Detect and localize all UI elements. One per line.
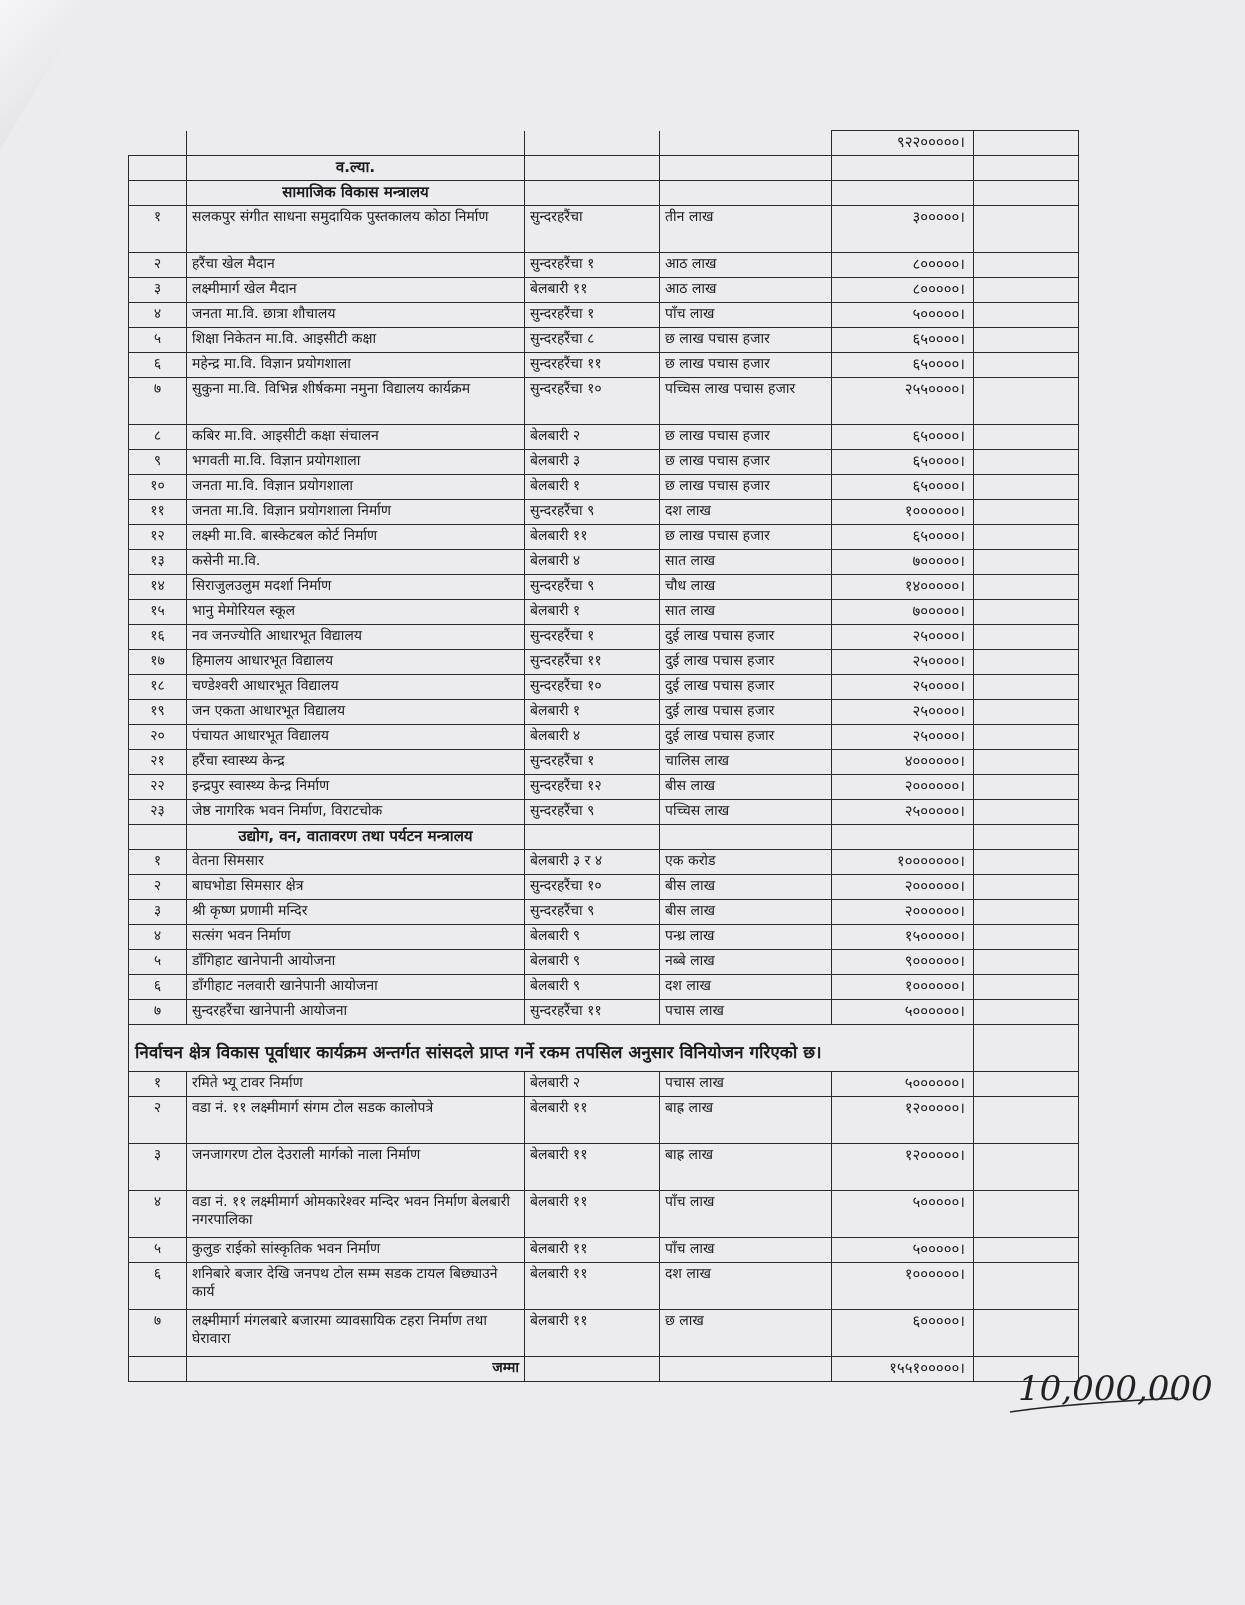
serial-number: २: [129, 1097, 187, 1144]
project-location: सुन्दरहरैंचा ९: [525, 800, 660, 825]
serial-number: २१: [129, 750, 187, 775]
table-row: [129, 1263, 1079, 1310]
project-name: जन एकता आधारभूत विद्यालय: [187, 700, 525, 725]
blank-cell: [974, 1238, 1079, 1263]
blank-cell: [974, 850, 1079, 875]
project-name: शिक्षा निकेतन मा.वि. आइसीटी कक्षा: [187, 328, 525, 353]
serial-number: १९: [129, 700, 187, 725]
project-location: सुन्दरहरैंचा ९: [525, 900, 660, 925]
table-row: [129, 875, 1079, 900]
table-row: [129, 450, 1079, 475]
amount-figure: १४०००००।: [832, 575, 974, 600]
blank-cell: [832, 825, 974, 850]
project-name: जनजागरण टोल देउराली मार्गको नाला निर्माण: [187, 1144, 525, 1191]
project-name: सुकुना मा.वि. विभिन्न शीर्षकमा नमुना विद्यालय कार्यक्रम: [187, 378, 525, 425]
blank-cell: [974, 1144, 1079, 1191]
table-row: [129, 1097, 1079, 1144]
blank-cell: [974, 675, 1079, 700]
project-location: सुन्दरहरैंचा १०: [525, 875, 660, 900]
project-name: बाघभोडा सिमसार क्षेत्र: [187, 875, 525, 900]
project-location: बेलबारी ११: [525, 1097, 660, 1144]
blank-cell: [974, 900, 1079, 925]
table-row: [129, 525, 1079, 550]
project-name: वडा नं. ११ लक्ष्मीमार्ग संगम टोल सडक कालोपत्रे: [187, 1097, 525, 1144]
table-row: [129, 1310, 1079, 1357]
project-location: बेलबारी ११: [525, 1144, 660, 1191]
blank-cell: [974, 253, 1079, 278]
table-row: [129, 725, 1079, 750]
section3-paragraph: निर्वाचन क्षेत्र विकास पूर्वाधार कार्यक्रम अन्तर्गत सांसदले प्राप्त गर्ने रकम तपसिल अनुसार विनियोजन गरिएको छ।: [129, 1025, 974, 1072]
table-row: [129, 575, 1079, 600]
table-row: [129, 1191, 1079, 1238]
amount-figure: १००००००।: [832, 1263, 974, 1310]
serial-number: ७: [129, 1000, 187, 1025]
amount-in-words: दुई लाख पचास हजार: [660, 700, 832, 725]
serial-number: २३: [129, 800, 187, 825]
blank-cell: [974, 975, 1079, 1000]
amount-in-words: चौध लाख: [660, 575, 832, 600]
amount-figure: २५००००।: [832, 725, 974, 750]
blank-cell: [525, 825, 660, 850]
project-name: जेष्ठ नागरिक भवन निर्माण, विराटचोक: [187, 800, 525, 825]
blank-cell: [974, 525, 1079, 550]
project-location: सुन्दरहरैंचा १: [525, 625, 660, 650]
table-row: [129, 950, 1079, 975]
amount-in-words: पाँच लाख: [660, 1238, 832, 1263]
blank-cell: [974, 1191, 1079, 1238]
serial-number: ९: [129, 450, 187, 475]
blank-cell: [974, 1072, 1079, 1097]
amount-in-words: पच्चिस लाख: [660, 800, 832, 825]
handwritten-amount: 10,000,000: [1018, 1369, 1213, 1409]
handwritten-note: [1010, 1360, 1213, 1420]
serial-number: ५: [129, 1238, 187, 1263]
blank-cell: [974, 725, 1079, 750]
project-name: कुलुङ राईको सांस्कृतिक भवन निर्माण: [187, 1238, 525, 1263]
table-row: [129, 425, 1079, 450]
serial-number: ३: [129, 900, 187, 925]
amount-in-words: दश लाख: [660, 1263, 832, 1310]
amount-in-words: दुई लाख पचास हजार: [660, 675, 832, 700]
project-location: बेलबारी ९: [525, 925, 660, 950]
total-label: जम्मा: [187, 1357, 525, 1382]
project-location: बेलबारी ११: [525, 278, 660, 303]
amount-in-words: तीन लाख: [660, 206, 832, 253]
blank-cell: [974, 353, 1079, 378]
project-location: बेलबारी ४: [525, 550, 660, 575]
blank-cell: [974, 800, 1079, 825]
amount-in-words: पचास लाख: [660, 1072, 832, 1097]
amount-figure: १२०००००।: [832, 1144, 974, 1191]
project-location: सुन्दरहरैंचा ९: [525, 575, 660, 600]
blank-cell: [974, 1263, 1079, 1310]
blank-cell: [974, 600, 1079, 625]
project-location: सुन्दरहरैंचा ११: [525, 353, 660, 378]
project-location: बेलबारी ९: [525, 950, 660, 975]
table-row: [129, 850, 1079, 875]
blank-cell: [660, 1357, 832, 1382]
project-location: बेलबारी १: [525, 700, 660, 725]
project-location: सुन्दरहरैंचा: [525, 206, 660, 253]
amount-in-words: दश लाख: [660, 500, 832, 525]
project-name: सलकपुर संगीत साधना समुदायिक पुस्तकालय कोठा निर्माण: [187, 206, 525, 253]
amount-in-words: छ लाख पचास हजार: [660, 353, 832, 378]
table-row: [129, 800, 1079, 825]
project-name: डाँगिहाट खानेपानी आयोजना: [187, 950, 525, 975]
serial-number: ६: [129, 1263, 187, 1310]
project-name: जनता मा.वि. विज्ञान प्रयोगशाला निर्माण: [187, 500, 525, 525]
table-row: [129, 775, 1079, 800]
serial-number: ४: [129, 303, 187, 328]
amount-figure: ६५००००।: [832, 425, 974, 450]
project-location: बेलबारी ३: [525, 450, 660, 475]
amount-figure: ५०००००।: [832, 1191, 974, 1238]
top-total-row: [129, 131, 1079, 156]
project-name: रमिते भ्यू टावर निर्माण: [187, 1072, 525, 1097]
serial-number: ३: [129, 278, 187, 303]
serial-number: १४: [129, 575, 187, 600]
amount-in-words: बाह्र लाख: [660, 1097, 832, 1144]
project-name: कबिर मा.वि. आइसीटी कक्षा संचालन: [187, 425, 525, 450]
project-location: बेलबारी ११: [525, 525, 660, 550]
blank-cell: [974, 750, 1079, 775]
serial-number: १: [129, 850, 187, 875]
project-name: हरैंचा खेल मैदान: [187, 253, 525, 278]
serial-number: ११: [129, 500, 187, 525]
project-location: बेलबारी ११: [525, 1263, 660, 1310]
grand-total-row: [129, 1357, 1079, 1382]
amount-in-words: छ लाख पचास हजार: [660, 425, 832, 450]
table-row: [129, 625, 1079, 650]
amount-figure: ७०००००।: [832, 550, 974, 575]
project-name: डाँगीहाट नलवारी खानेपानी आयोजना: [187, 975, 525, 1000]
project-location: बेलबारी ३ र ४: [525, 850, 660, 875]
project-location: सुन्दरहरैंचा ९: [525, 500, 660, 525]
amount-in-words: दश लाख: [660, 975, 832, 1000]
section1-header-row: [129, 181, 1079, 206]
amount-figure: ६५००००।: [832, 475, 974, 500]
blank-cell: [974, 206, 1079, 253]
serial-number: १: [129, 1072, 187, 1097]
table-row: [129, 925, 1079, 950]
project-name: लक्ष्मीमार्ग मंगलबारे बजारमा व्यावसायिक टहरा निर्माण तथा घेरावारा: [187, 1310, 525, 1357]
amount-figure: २५००००।: [832, 700, 974, 725]
project-name: चण्डेश्वरी आधारभूत विद्यालय: [187, 675, 525, 700]
table-row: [129, 253, 1079, 278]
amount-figure: ५००००००।: [832, 1000, 974, 1025]
blank-cell: [660, 825, 832, 850]
amount-in-words: बीस लाख: [660, 875, 832, 900]
table-row: [129, 475, 1079, 500]
table-row: [129, 278, 1079, 303]
blank-cell: [974, 475, 1079, 500]
amount-in-words: सात लाख: [660, 550, 832, 575]
amount-in-words: पन्ध्र लाख: [660, 925, 832, 950]
amount-in-words: बीस लाख: [660, 900, 832, 925]
project-name: श्री कृष्ण प्रणामी मन्दिर: [187, 900, 525, 925]
amount-figure: ५००००००।: [832, 1072, 974, 1097]
amount-figure: १२०००००।: [832, 1097, 974, 1144]
serial-number: १७: [129, 650, 187, 675]
blank-cell: [974, 625, 1079, 650]
amount-in-words: सात लाख: [660, 600, 832, 625]
table-row: [129, 550, 1079, 575]
amount-in-words: आठ लाख: [660, 278, 832, 303]
blank-cell: [974, 650, 1079, 675]
amount-figure: १०००००००।: [832, 850, 974, 875]
amount-in-words: दुई लाख पचास हजार: [660, 650, 832, 675]
table-row: [129, 1072, 1079, 1097]
blank-cell: [974, 700, 1079, 725]
project-location: बेलबारी २: [525, 1072, 660, 1097]
blank-cell: [974, 575, 1079, 600]
blank-cell: [974, 925, 1079, 950]
serial-number: ५: [129, 328, 187, 353]
project-name: सत्संग भवन निर्माण: [187, 925, 525, 950]
amount-figure: ६५००००।: [832, 525, 974, 550]
serial-number: २२: [129, 775, 187, 800]
amount-in-words: छ लाख पचास हजार: [660, 328, 832, 353]
allocation-table: [128, 130, 1079, 1382]
serial-number: ४: [129, 1191, 187, 1238]
amount-figure: ५०००००।: [832, 1238, 974, 1263]
project-location: सुन्दरहरैंचा १०: [525, 675, 660, 700]
amount-in-words: चालिस लाख: [660, 750, 832, 775]
table-row: [129, 1238, 1079, 1263]
blank-cell: [525, 1357, 660, 1382]
project-name: जनता मा.वि. छात्रा शौचालय: [187, 303, 525, 328]
project-name: वडा नं. ११ लक्ष्मीमार्ग ओमकारेश्वर मन्दिर भवन निर्माण बेलबारी नगरपालिका: [187, 1191, 525, 1238]
serial-number: १६: [129, 625, 187, 650]
project-name: हरैंचा स्वास्थ्य केन्द्र: [187, 750, 525, 775]
serial-number: ८: [129, 425, 187, 450]
amount-in-words: पाँच लाख: [660, 303, 832, 328]
serial-number: ७: [129, 1310, 187, 1357]
amount-figure: ६५००००।: [832, 450, 974, 475]
project-location: बेलबारी ४: [525, 725, 660, 750]
project-location: बेलबारी १: [525, 600, 660, 625]
project-name: इन्द्रपुर स्वास्थ्य केन्द्र निर्माण: [187, 775, 525, 800]
serial-number: ७: [129, 378, 187, 425]
project-name: वेतना सिमसार: [187, 850, 525, 875]
office-label-row: [129, 156, 1079, 181]
project-location: सुन्दरहरैंचा १: [525, 253, 660, 278]
project-location: बेलबारी ९: [525, 975, 660, 1000]
table-row: [129, 353, 1079, 378]
amount-figure: ६५००००।: [832, 353, 974, 378]
amount-in-words: पच्चिस लाख पचास हजार: [660, 378, 832, 425]
table-row: [129, 206, 1079, 253]
blank-cell: [974, 550, 1079, 575]
table-row: [129, 1144, 1079, 1191]
project-location: सुन्दरहरैंचा १२: [525, 775, 660, 800]
serial-number: ५: [129, 950, 187, 975]
amount-figure: २५००००।: [832, 675, 974, 700]
section1-title: सामाजिक विकास मन्त्रालय: [187, 181, 525, 206]
amount-in-words: दुई लाख पचास हजार: [660, 725, 832, 750]
amount-figure: २००००००।: [832, 900, 974, 925]
amount-figure: १५०००००।: [832, 925, 974, 950]
project-name: शनिबारे बजार देखि जनपथ टोल सम्म सडक टायल बिछ्याउने कार्य: [187, 1263, 525, 1310]
table-row: [129, 900, 1079, 925]
blank-cell: [974, 875, 1079, 900]
project-location: बेलबारी २: [525, 425, 660, 450]
amount-figure: २५५००००।: [832, 378, 974, 425]
table-row: [129, 975, 1079, 1000]
amount-in-words: छ लाख पचास हजार: [660, 475, 832, 500]
serial-number: १: [129, 206, 187, 253]
budget-sheet: [128, 130, 1078, 1382]
serial-number: २: [129, 875, 187, 900]
section3-paragraph-row: [129, 1025, 1079, 1072]
blank-cell: [129, 825, 187, 850]
blank-cell: [974, 303, 1079, 328]
amount-figure: ८०००००।: [832, 278, 974, 303]
amount-figure: २५००००।: [832, 650, 974, 675]
blank-cell: [974, 378, 1079, 425]
project-location: बेलबारी ११: [525, 1238, 660, 1263]
project-name: सिराजुलउलुम मदर्शा निर्माण: [187, 575, 525, 600]
blank-cell: [974, 1025, 1079, 1072]
serial-number: १०: [129, 475, 187, 500]
amount-in-words: बीस लाख: [660, 775, 832, 800]
amount-figure: ४००००००।: [832, 750, 974, 775]
amount-in-words: पचास लाख: [660, 1000, 832, 1025]
amount-figure: १००००००।: [832, 500, 974, 525]
amount-figure: ५०००००।: [832, 303, 974, 328]
amount-figure: २००००००।: [832, 875, 974, 900]
project-name: भगवती मा.वि. विज्ञान प्रयोगशाला: [187, 450, 525, 475]
table-row: [129, 700, 1079, 725]
office-label: व.ल्या.: [187, 156, 525, 181]
blank-cell: [974, 950, 1079, 975]
amount-in-words: दुई लाख पचास हजार: [660, 625, 832, 650]
grand-total-amount: १५५१०००००।: [832, 1357, 974, 1382]
blank-cell: [974, 450, 1079, 475]
amount-figure: ६०००००।: [832, 1310, 974, 1357]
project-name: लक्ष्मी मा.वि. बास्केटबल कोर्ट निर्माण: [187, 525, 525, 550]
serial-number: ६: [129, 975, 187, 1000]
amount-in-words: एक करोड: [660, 850, 832, 875]
blank-cell: [974, 825, 1079, 850]
project-name: महेन्द्र मा.वि. विज्ञान प्रयोगशाला: [187, 353, 525, 378]
project-location: सुन्दरहरैंचा ८: [525, 328, 660, 353]
amount-figure: ७०००००।: [832, 600, 974, 625]
project-location: बेलबारी ११: [525, 1191, 660, 1238]
amount-in-words: पाँच लाख: [660, 1191, 832, 1238]
amount-in-words: आठ लाख: [660, 253, 832, 278]
amount-figure: २००००००।: [832, 775, 974, 800]
blank-cell: [974, 1310, 1079, 1357]
project-name: सुन्दरहरैंचा खानेपानी आयोजना: [187, 1000, 525, 1025]
blank-cell: [974, 1000, 1079, 1025]
amount-figure: ६५००००।: [832, 328, 974, 353]
folded-corner: [0, 0, 90, 150]
project-location: सुन्दरहरैंचा १: [525, 750, 660, 775]
table-row: [129, 750, 1079, 775]
amount-in-words: बाह्र लाख: [660, 1144, 832, 1191]
project-name: पंचायत आधारभूत विद्यालय: [187, 725, 525, 750]
table-row: [129, 650, 1079, 675]
project-name: लक्ष्मीमार्ग खेल मैदान: [187, 278, 525, 303]
blank-cell: [974, 1097, 1079, 1144]
project-name: जनता मा.वि. विज्ञान प्रयोगशाला: [187, 475, 525, 500]
project-name: भानु मेमोरियल स्कूल: [187, 600, 525, 625]
amount-figure: ९००००००।: [832, 950, 974, 975]
blank-cell: [974, 278, 1079, 303]
serial-number: २०: [129, 725, 187, 750]
serial-number: २: [129, 253, 187, 278]
blank-cell: [974, 425, 1079, 450]
serial-number: ४: [129, 925, 187, 950]
amount-in-words: छ लाख पचास हजार: [660, 525, 832, 550]
project-name: नव जनज्योति आधारभूत विद्यालय: [187, 625, 525, 650]
project-name: कसेनी मा.वि.: [187, 550, 525, 575]
amount-in-words: नब्बे लाख: [660, 950, 832, 975]
blank-cell: [974, 500, 1079, 525]
amount-figure: २५०००००।: [832, 800, 974, 825]
table-row: [129, 378, 1079, 425]
serial-number: ३: [129, 1144, 187, 1191]
table-row: [129, 675, 1079, 700]
serial-number: १८: [129, 675, 187, 700]
table-row: [129, 1000, 1079, 1025]
project-location: सुन्दरहरैंचा १०: [525, 378, 660, 425]
table-row: [129, 600, 1079, 625]
serial-number: १३: [129, 550, 187, 575]
project-location: बेलबारी ११: [525, 1310, 660, 1357]
serial-number: ६: [129, 353, 187, 378]
blank-cell: [974, 775, 1079, 800]
project-location: सुन्दरहरैंचा १: [525, 303, 660, 328]
section2-title: उद्योग, वन, वातावरण तथा पर्यटन मन्त्रालय: [187, 825, 525, 850]
project-location: बेलबारी १: [525, 475, 660, 500]
blank-cell: [129, 1357, 187, 1382]
amount-in-words: छ लाख: [660, 1310, 832, 1357]
blank-cell: [974, 328, 1079, 353]
table-row: [129, 303, 1079, 328]
project-location: सुन्दरहरैंचा ११: [525, 1000, 660, 1025]
table-row: [129, 328, 1079, 353]
amount-figure: २५००००।: [832, 625, 974, 650]
amount-figure: ३०००००।: [832, 206, 974, 253]
table-row: [129, 500, 1079, 525]
top-total-amount: ९२२०००००।: [832, 131, 974, 156]
serial-number: १२: [129, 525, 187, 550]
section2-header-row: [129, 825, 1079, 850]
amount-figure: १००००००।: [832, 975, 974, 1000]
project-location: सुन्दरहरैंचा ११: [525, 650, 660, 675]
amount-in-words: छ लाख पचास हजार: [660, 450, 832, 475]
amount-figure: ८०००००।: [832, 253, 974, 278]
project-name: हिमालय आधारभूत विद्यालय: [187, 650, 525, 675]
serial-number: १५: [129, 600, 187, 625]
